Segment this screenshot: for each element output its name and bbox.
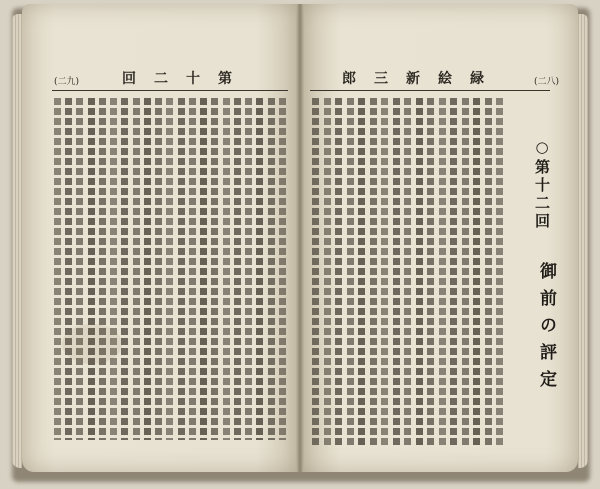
chapter-title: 御前の評定 [536,262,556,397]
page-stain [62,324,122,364]
text-column [76,98,83,440]
right-page [302,4,578,472]
left-page-number: (二九) [54,77,80,87]
text-column [335,98,342,446]
left-body-text [54,98,290,440]
page-edges-right [578,14,588,468]
text-column [439,98,446,446]
text-column [234,98,241,440]
text-column [133,98,140,440]
text-column [312,98,319,446]
text-column [485,98,492,446]
text-column [450,98,457,446]
text-column [211,98,218,440]
right-page-number: (二八) [534,77,560,87]
text-column [88,98,95,440]
text-column [347,98,354,446]
right-running-head: 郎三新絵緑 [342,71,502,87]
chapter-number: ○第十二回 [533,138,551,231]
text-column [370,98,377,446]
text-column [110,98,117,440]
text-column [462,98,469,446]
text-column [427,98,434,446]
text-column [166,98,173,440]
right-header-rule [310,90,550,91]
text-column [279,98,286,440]
text-column [473,98,480,446]
text-column [223,98,230,440]
text-column [381,98,388,446]
left-page [22,4,298,472]
text-column [200,98,207,440]
text-column [245,98,252,440]
text-column [358,98,365,446]
text-column [121,98,128,440]
text-column [268,98,275,440]
right-body-text [312,98,508,446]
text-column [178,98,185,440]
text-column [416,98,423,446]
text-column [404,98,411,446]
book-gutter [296,4,304,472]
text-column [324,98,331,446]
page-edges-left [12,14,22,468]
text-column [496,98,503,446]
text-column [144,98,151,440]
text-column [155,98,162,440]
text-column [189,98,196,440]
text-column [99,98,106,440]
left-running-head: 回二十第 [122,71,250,87]
left-header-rule [52,90,288,91]
text-column [256,98,263,440]
text-column [65,98,72,440]
text-column [393,98,400,446]
text-column [54,98,61,440]
